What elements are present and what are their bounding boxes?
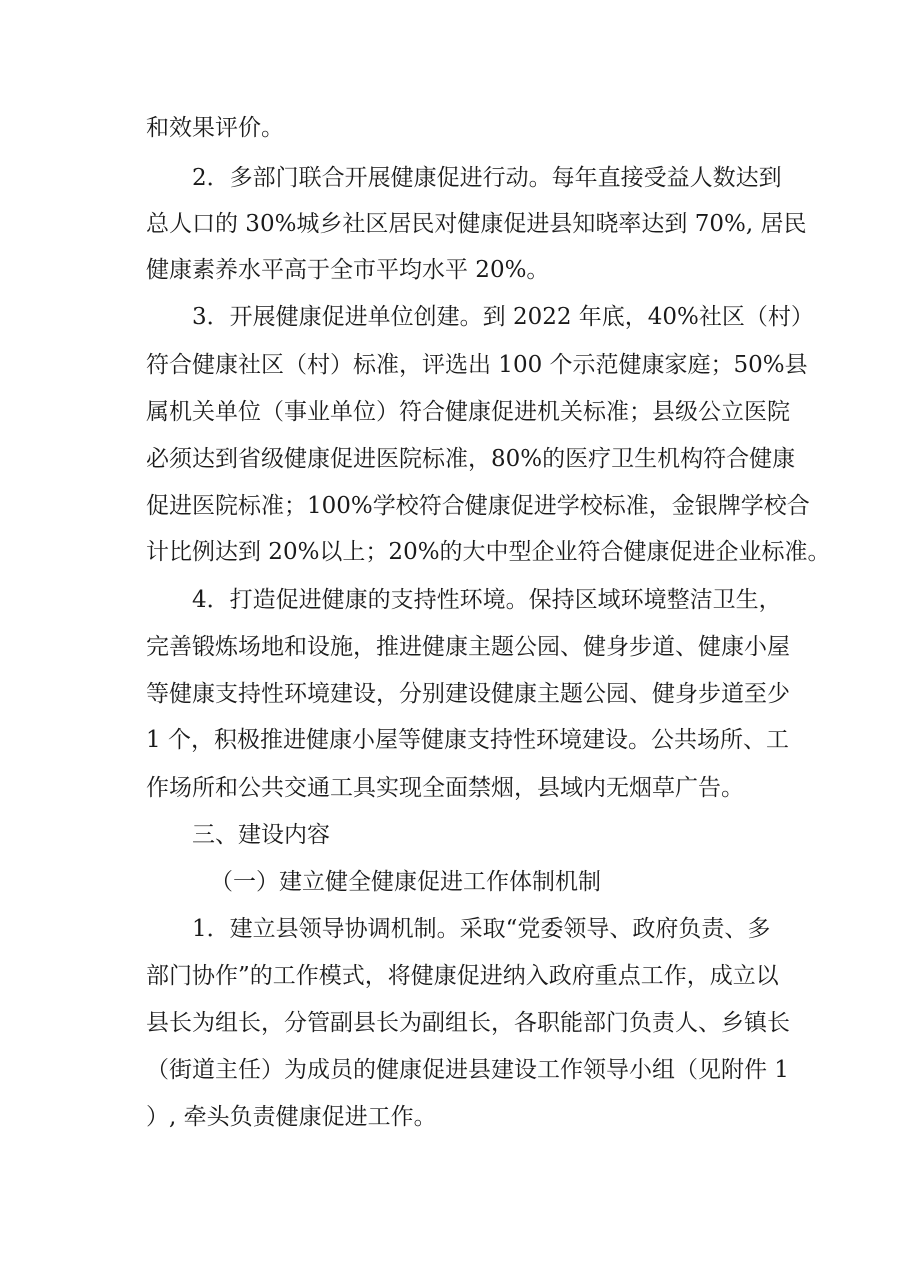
text-line-8: 必须达到省级健康促进医院标准，80%的医疗卫生机构符合健康 — [146, 446, 796, 472]
text-line-4: 健康素养水平高于全市平均水平 20%。 — [146, 257, 550, 283]
text-line-21: （街道主任）为成员的健康促进县建设工作领导小组（见附件 1 — [146, 1057, 789, 1083]
text-line-7: 属机关单位（事业单位）符合健康促进机关标准；县级公立医院 — [146, 399, 790, 425]
subsection-heading: （一）建立健全健康促进工作体制机制 — [210, 869, 601, 895]
text-line-13: 等健康支持性环境建设，分别建设健康主题公园、健身步道至少 — [146, 681, 790, 707]
text-line-11: 4．打造促进健康的支持性环境。保持区域环境整洁卫生， — [192, 587, 782, 613]
text-line-5: 3．开展健康促进单位创建。到 2022 年底，40%社区（村） — [192, 304, 814, 330]
text-line-10: 计比例达到 20%以上；20%的大中型企业符合健康促进企业标准。 — [146, 539, 831, 565]
text-line-3: 总人口的 30%城乡社区居民对健康促进县知晓率达到 70%, 居民 — [146, 211, 807, 237]
text-line-12: 完善锻炼场地和设施，推进健康主题公园、健身步道、健康小屋 — [146, 634, 790, 660]
text-line-18: 1．建立县领导协调机制。采取“党委领导、政府负责、多 — [192, 916, 771, 942]
text-line-14: 1 个，积极推进健康小屋等健康支持性环境建设。公共场所、工 — [146, 727, 789, 753]
text-line-9: 促进医院标准；100%学校符合健康促进学校标准，金银牌学校合 — [146, 493, 810, 519]
text-line-6: 符合健康社区（村）标准，评选出 100 个示范健康家庭；50%县 — [146, 352, 808, 378]
text-line-15: 作场所和公共交通工具实现全面禁烟，县域内无烟草广告。 — [146, 775, 744, 801]
text-line-20: 县长为组长，分管副县长为副组长，各职能部门负责人、乡镇长 — [146, 1010, 790, 1036]
text-line-2: 2．多部门联合开展健康促进行动。每年直接受益人数达到 — [192, 165, 782, 191]
text-line-19: 部门协作”的工作模式，将健康促进纳入政府重点工作，成立以 — [146, 963, 779, 989]
text-line-1: 和效果评价。 — [146, 115, 284, 141]
section-heading: 三、建设内容 — [192, 822, 330, 848]
text-line-22: ）, 牵头负责健康促进工作。 — [146, 1104, 437, 1130]
